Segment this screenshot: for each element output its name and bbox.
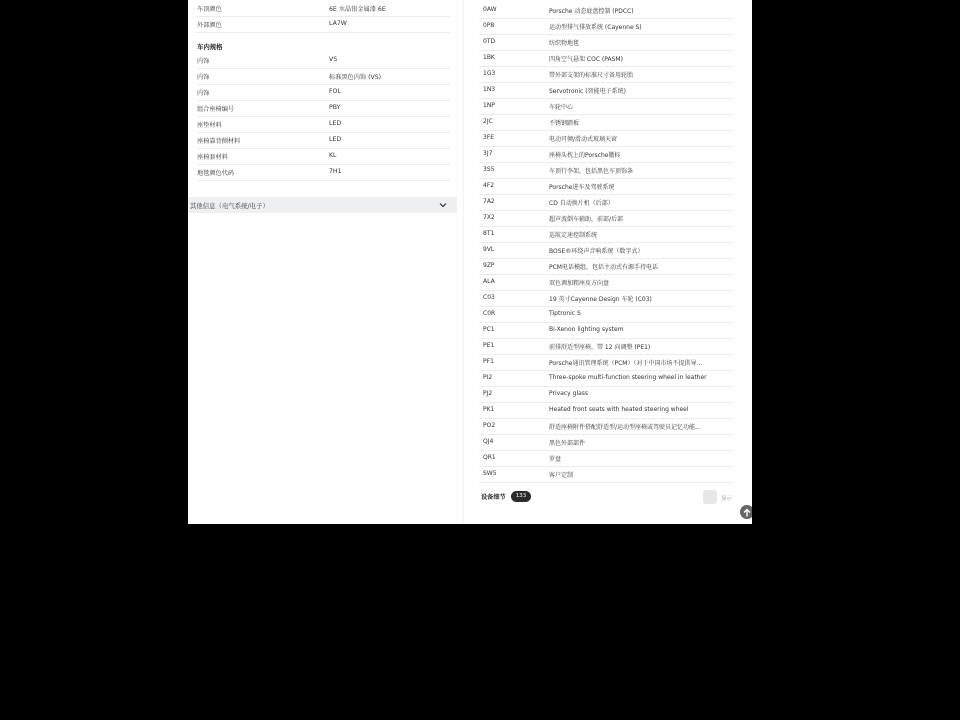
- option-desc: 带外部支架的标准尺寸备用轮胎: [549, 72, 634, 79]
- option-desc: PCM电话模组，包括主动式有源手持电话: [549, 264, 658, 271]
- option-row: [479, 66, 733, 83]
- option-row: [479, 466, 733, 483]
- option-desc: 双色调加粗座皮方向盘: [549, 280, 610, 287]
- option-desc: 超声波倒车辅助，前部/后部: [549, 216, 624, 223]
- option-row: [479, 210, 733, 227]
- spec-value: VS: [329, 56, 338, 63]
- spec-value: LA7W: [329, 20, 347, 27]
- spec-key: 组合座椅编号: [197, 106, 235, 113]
- spec-row: [196, 68, 450, 85]
- option-row: [479, 34, 733, 51]
- option-code: C03: [483, 294, 495, 301]
- spec-row: [196, 148, 450, 165]
- option-code: PF1: [483, 358, 494, 365]
- option-desc: 车顶行李架，包括黑色车顶饰条: [549, 168, 634, 175]
- option-desc: 四角空气悬架 COC (PASM): [549, 56, 623, 63]
- option-row: [479, 50, 733, 67]
- option-code: 0P8: [483, 22, 495, 29]
- spec-value: LED: [329, 120, 342, 127]
- option-desc: 车轮中心: [549, 104, 574, 111]
- option-code: ALA: [483, 278, 495, 285]
- option-row: [479, 370, 733, 387]
- option-row: [479, 338, 733, 355]
- spec-value: PBY: [329, 104, 341, 111]
- option-row: [479, 306, 733, 323]
- option-code: 3J7: [483, 150, 493, 157]
- option-code: PJ2: [483, 390, 493, 397]
- equipment-count-badge: 133: [511, 491, 531, 502]
- option-code: 1N3: [483, 86, 496, 93]
- option-code: PE1: [483, 342, 495, 349]
- spec-value: KL: [329, 152, 337, 159]
- option-desc: Porsche通讯管理系统（PCM）（对于中国市场不提供导...: [549, 360, 703, 367]
- panel-divider: [463, 0, 464, 524]
- option-code: 1BK: [483, 54, 495, 61]
- option-code: 3FE: [483, 134, 495, 141]
- show-toggle-label: 显示: [721, 496, 732, 502]
- spec-key: 座垫材料: [197, 122, 222, 129]
- option-desc: 纺织物地毯: [549, 40, 580, 47]
- spec-value: LED: [329, 136, 342, 143]
- option-row: [479, 114, 733, 131]
- spec-row: [196, 132, 450, 149]
- option-code: PK1: [483, 406, 495, 413]
- spec-value: FOL: [329, 88, 341, 95]
- option-code: 9ZP: [483, 262, 495, 269]
- option-code: PC1: [483, 326, 495, 333]
- option-code: QJ4: [483, 438, 494, 445]
- interior-section-title: 车内规格: [197, 43, 223, 51]
- spec-row: [196, 84, 450, 101]
- option-row: [479, 258, 733, 275]
- option-desc: 电动可倾/滑动式玻璃天窗: [549, 136, 618, 143]
- option-row: [479, 18, 733, 35]
- option-row: [479, 290, 733, 307]
- option-row: [479, 82, 733, 99]
- spec-key: 座椅靠背侧材料: [197, 138, 241, 145]
- spec-key: 内饰: [197, 58, 210, 65]
- option-code: 8T1: [483, 230, 495, 237]
- option-row: [479, 178, 733, 195]
- show-toggle[interactable]: [703, 490, 717, 504]
- option-code: 0TD: [483, 38, 496, 45]
- option-code: 9VL: [483, 246, 495, 253]
- option-code: 3S5: [483, 166, 495, 173]
- equipment-options-panel: [471, 0, 752, 524]
- option-desc: Bi-Xenon lighting system: [549, 326, 624, 333]
- spec-key: 车顶颜色: [197, 6, 222, 13]
- option-code: 7X2: [483, 214, 495, 221]
- spec-row: [196, 100, 450, 117]
- option-row: [479, 386, 733, 403]
- option-code: 2JC: [483, 118, 493, 125]
- option-desc: Tiptronic S: [549, 310, 581, 317]
- arrow-up-icon: [740, 506, 752, 520]
- option-row: [479, 162, 733, 179]
- option-row: [479, 226, 733, 243]
- option-row: [479, 130, 733, 147]
- option-row: [479, 434, 733, 451]
- option-desc: 前排舒适型座椅，带 12 向调整 (PE1): [549, 344, 651, 351]
- spec-value: 7H1: [329, 168, 342, 175]
- option-row: [479, 354, 733, 371]
- option-desc: Porsche 动态底盘控制 (PDCC): [549, 8, 634, 15]
- option-desc: Heated front seats with heated steering wheel: [549, 406, 689, 413]
- spec-row-roof-color: [196, 0, 450, 17]
- option-row: [479, 274, 733, 291]
- option-desc: 客户定制: [549, 472, 574, 479]
- option-desc: 舒适座椅附件搭配舒适型/运动型座椅或驾驶员记忆功能...: [549, 424, 701, 431]
- option-code: 1G3: [483, 70, 496, 77]
- equipment-details-label: 设备细节: [481, 494, 506, 501]
- option-row: [479, 242, 733, 259]
- option-code: 4F2: [483, 182, 495, 189]
- spec-key: 地毯颜色代码: [197, 170, 235, 177]
- spec-key: 外部颜色: [197, 22, 222, 29]
- option-desc: Porsche进车及驾驶系统: [549, 184, 615, 191]
- option-code: 1NP: [483, 102, 495, 109]
- option-row: [479, 194, 733, 211]
- option-row: [479, 98, 733, 115]
- option-desc: BOSE®环绕声音响系统（数字式）: [549, 248, 644, 255]
- other-info-accordion[interactable]: [188, 197, 457, 213]
- spec-value: 6E 水晶银金属漆 6E: [329, 6, 386, 13]
- option-desc: 黑色外部部件: [549, 440, 586, 447]
- option-row: [479, 2, 733, 19]
- option-row: [479, 146, 733, 163]
- option-desc: Privacy glass: [549, 390, 589, 397]
- spec-key: 内饰: [197, 74, 210, 81]
- option-code: SW5: [483, 470, 497, 477]
- option-desc: Servotronic (智能电子系统): [549, 88, 626, 95]
- option-desc: 不锈钢踏板: [549, 120, 580, 127]
- option-row: [479, 450, 733, 467]
- option-code: 7A2: [483, 198, 495, 205]
- option-code: 0AW: [483, 6, 497, 13]
- option-desc: 座椅头枕上的Porsche徽标: [549, 152, 621, 159]
- app-screen: [188, 0, 752, 524]
- option-code: PI2: [483, 374, 493, 381]
- scroll-to-top-button[interactable]: [740, 505, 752, 519]
- spec-row: [196, 164, 450, 181]
- option-desc: 巡航定速控制系统: [549, 232, 598, 239]
- option-row: [479, 402, 733, 419]
- spec-row: [196, 116, 450, 133]
- spec-value: 标准黑色内饰 (VS): [329, 74, 382, 81]
- accordion-label: 其他信息（电气系统/电子）: [190, 202, 269, 210]
- spec-key: 座椅套材料: [197, 154, 228, 161]
- spec-key: 内饰: [197, 90, 210, 97]
- option-desc: CD 自动换片机（后部）: [549, 200, 614, 207]
- option-row: [479, 418, 733, 435]
- option-desc: 运动型排气排放系统 (Cayenne S): [549, 24, 642, 31]
- option-row: [479, 322, 733, 339]
- option-code: QR1: [483, 454, 496, 461]
- option-desc: Three-spoke multi-function steering wheel in leather: [549, 374, 707, 381]
- option-desc: 19 英寸Cayenne Design 车轮 (C03): [549, 296, 652, 303]
- vehicle-spec-panel: [188, 0, 457, 524]
- chevron-down-icon: [439, 201, 447, 209]
- option-desc: 罗盘: [549, 456, 562, 463]
- spec-row: [196, 52, 450, 69]
- spec-row-exterior-color: [196, 16, 450, 33]
- option-code: PO2: [483, 422, 496, 429]
- option-code: C0R: [483, 310, 496, 317]
